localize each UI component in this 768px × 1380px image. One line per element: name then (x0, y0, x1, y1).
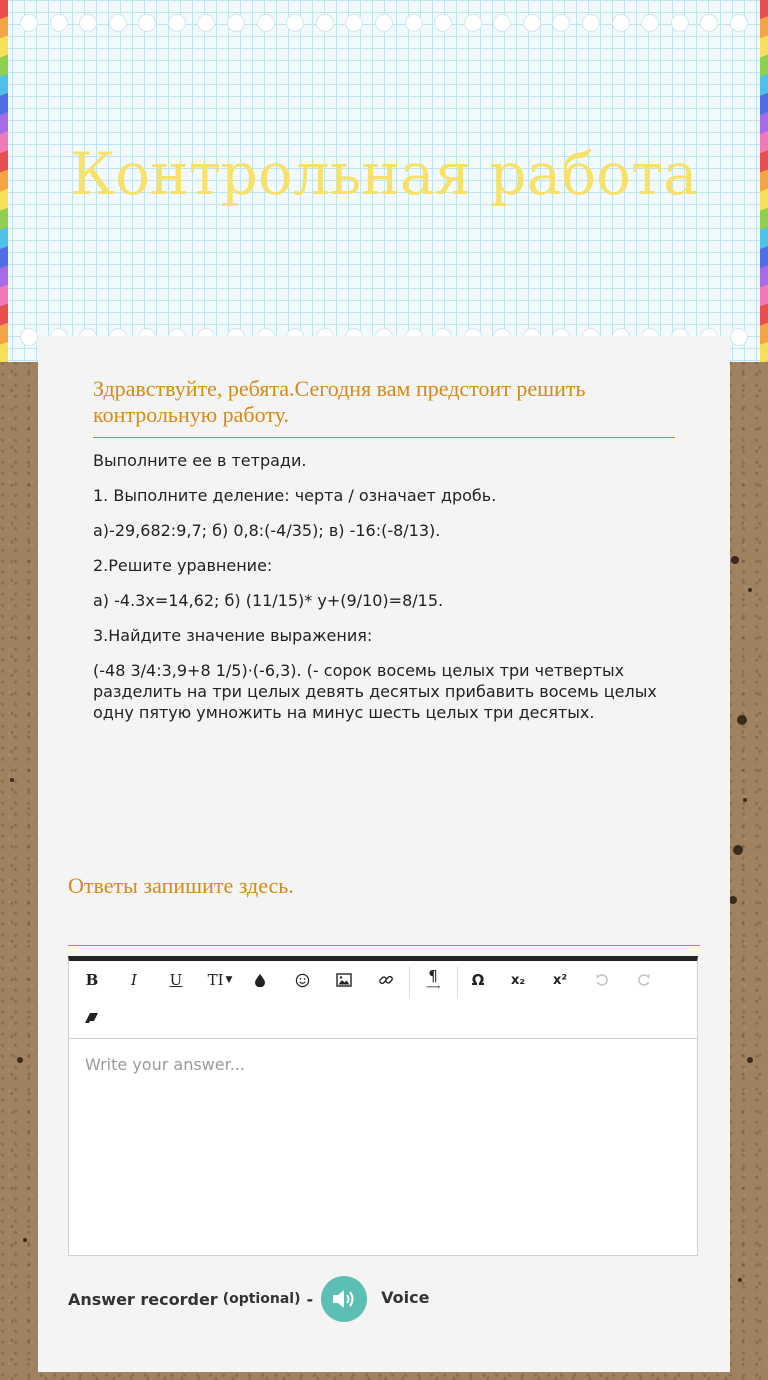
paragraph-icon: ¶ (428, 966, 438, 985)
caret-down-icon: ▼ (225, 975, 233, 985)
voice-record-button[interactable] (321, 1276, 367, 1322)
task-3-heading: 3.Найдите значение выражения: (93, 626, 373, 645)
task-2-heading: 2.Решите уравнение: (93, 556, 273, 575)
editor-toolbar (69, 961, 697, 1039)
header-banner (0, 0, 768, 362)
voice-label[interactable]: Voice (381, 1287, 430, 1307)
text-size-label: TI (207, 971, 224, 989)
subscript-button[interactable]: x₂ (510, 972, 526, 988)
superscript-button[interactable]: x² (552, 972, 568, 988)
task-2-items: а) -4.3х=14,62; б) (11/15)* у+(9/10)=8/15. (93, 591, 444, 610)
eraser-icon[interactable] (77, 1003, 107, 1033)
task-1-heading: 1. Выполните деление: черта / означает дробь. (93, 486, 497, 505)
notebook-holes-top (20, 14, 748, 34)
special-character-button[interactable]: Ω (471, 971, 485, 989)
bold-button[interactable]: B (85, 971, 99, 989)
toolbar-separator (409, 967, 410, 999)
redo-icon[interactable] (629, 965, 659, 995)
task-1-items: а)-29,682:9,7; б) 0,8:(-4/35); в) -16:(-8/13). (93, 521, 441, 540)
undo-icon[interactable] (587, 965, 617, 995)
assignment-card (38, 336, 730, 1372)
answer-editor (68, 956, 698, 1256)
assignment-text (93, 450, 678, 737)
italic-button[interactable]: I (131, 971, 137, 989)
image-icon[interactable] (329, 965, 359, 995)
toolbar-separator (457, 967, 458, 999)
greeting-heading: Здравствуйте, ребята.Сегодня вам предстоит решить контрольную работу. (93, 376, 675, 438)
recorder-dash: - (306, 1289, 314, 1309)
recorder-optional-label: (optional) (222, 1291, 301, 1307)
instruction-paragraph: Выполните ее в тетради. (93, 451, 307, 470)
answer-recorder (68, 1276, 668, 1322)
paragraph-direction-button[interactable] (418, 965, 448, 995)
arrow-right-icon: ⟶ (425, 981, 441, 993)
underline-button[interactable]: U (169, 971, 183, 989)
color-drop-icon[interactable] (245, 965, 275, 995)
answer-input[interactable] (69, 1039, 697, 1251)
answers-heading: Ответы запишите здесь. (68, 873, 700, 946)
recorder-label: Answer recorder (68, 1289, 218, 1309)
speaker-icon (330, 1287, 358, 1311)
page-title: Контрольная работа (70, 140, 698, 208)
task-3-expression: (-48 3/4:3,9+8 1/5)·(-6,3). (- сорок восемь целых три четвертых разделить на три целых девять десятых прибавить восемь целых одну пятую умножить на минус шесть целых три десятых. (93, 661, 657, 722)
emoji-icon[interactable] (287, 965, 317, 995)
text-size-button[interactable] (203, 965, 237, 995)
link-icon[interactable] (371, 965, 401, 995)
